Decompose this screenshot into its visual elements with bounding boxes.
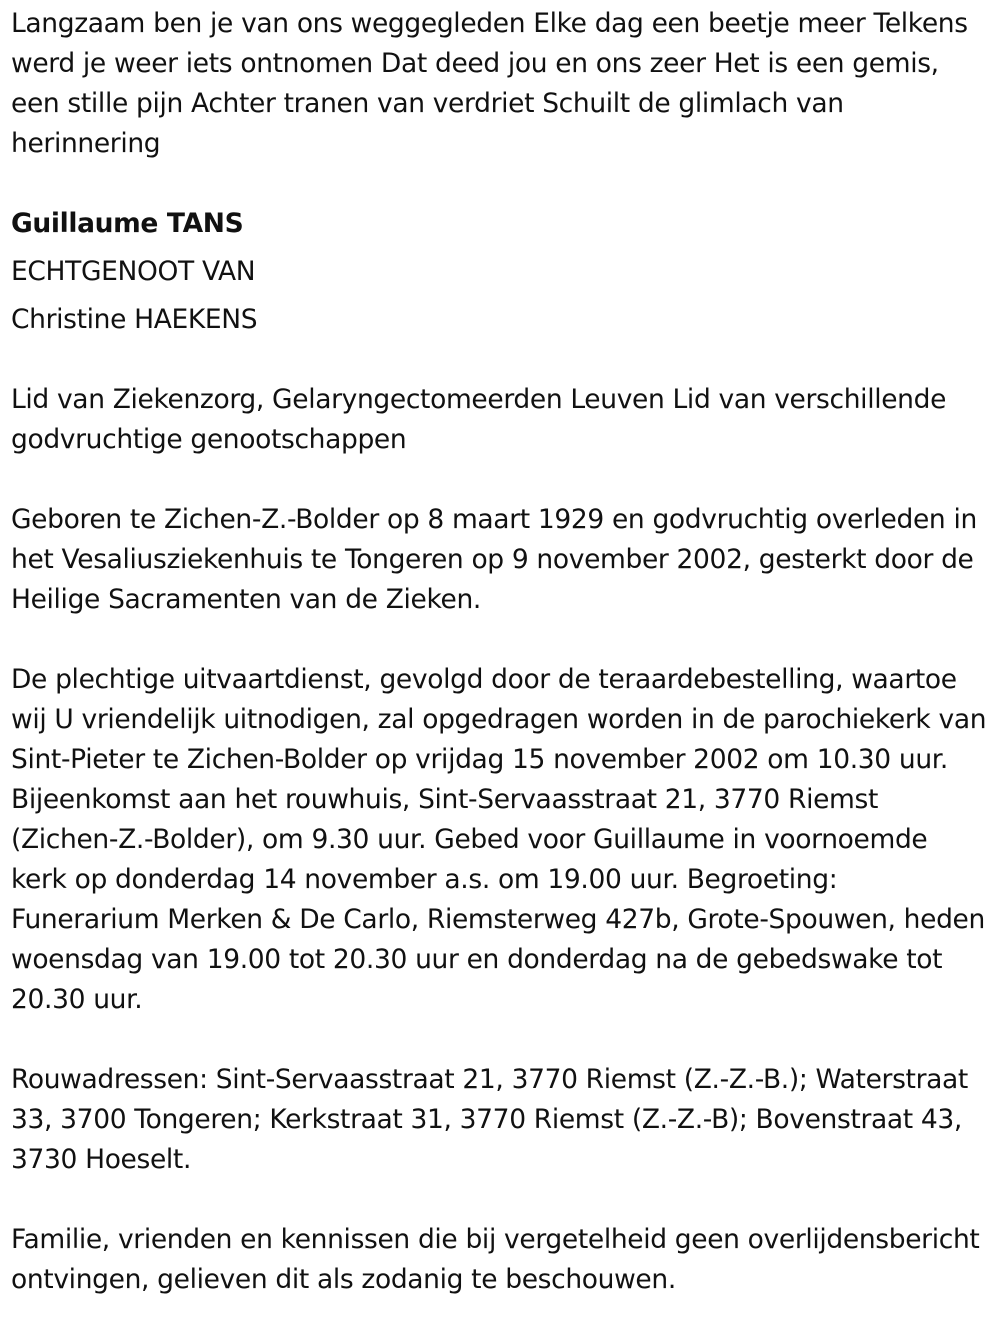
closing-text: Familie, vrienden en kennissen die bij vergetelheid geen overlijdensbericht ontvingen, gelieven dit als zodanig te beschouwen. [11, 1224, 980, 1295]
spouse-name: Christine HAEKENS [11, 304, 258, 335]
deceased-name: Guillaume TANS [11, 208, 244, 239]
funeral-details: De plechtige uitvaartdienst, gevolgd door de teraardebestelling, waartoe wij U vriendelijk uitnodigen, zal opgedragen worden in de parochiekerk van Sint-Pieter te Zichen-Bolder op vrijdag 15 november 2002 om 10.30 uur. Bijeenkomst aan het rouwhuis, Sint-Servaasstraat 21, 3770 Riemst (Zichen-Z.-Bolder), om 9.30 uur. Gebed voor Guillaume in voornoemde kerk op donderdag 14 november a.s. om 19.00 uur. Begroeting: Funerarium Merken & De Carlo, Riemsterweg 427b, Grote-Spouwen, heden woensdag van 19.00 tot 20.30 uur en donderdag na de gebedswake tot 20.30 uur. [11, 664, 987, 1015]
membership-text: Lid van Ziekenzorg, Gelaryngectomeerden Leuven Lid van verschillende godvruchtige genootschappen [11, 384, 947, 455]
birth-death-text: Geboren te Zichen-Z.-Bolder op 8 maart 1929 en godvruchtig overleden in het Vesaliusziekenhuis te Tongeren op 9 november 2002, gesterkt door de Heilige Sacramenten van de Zieken. [11, 504, 977, 615]
memorial-poem: Langzaam ben je van ons weggegleden Elke dag een beetje meer Telkens werd je weer iets ontnomen Dat deed jou en ons zeer Het is een gemis, een stille pijn Achter tranen van verdriet Schuilt de glimlach van herinnering [11, 8, 968, 159]
relation-label: ECHTGENOOT VAN [11, 256, 256, 287]
mourning-addresses: Rouwadressen: Sint-Servaasstraat 21, 3770 Riemst (Z.-Z.-B.); Waterstraat 33, 3700 Tongeren; Kerkstraat 31, 3770 Riemst (Z.-Z.-B); Bovenstraat 43, 3730 Hoeselt. [11, 1064, 968, 1175]
